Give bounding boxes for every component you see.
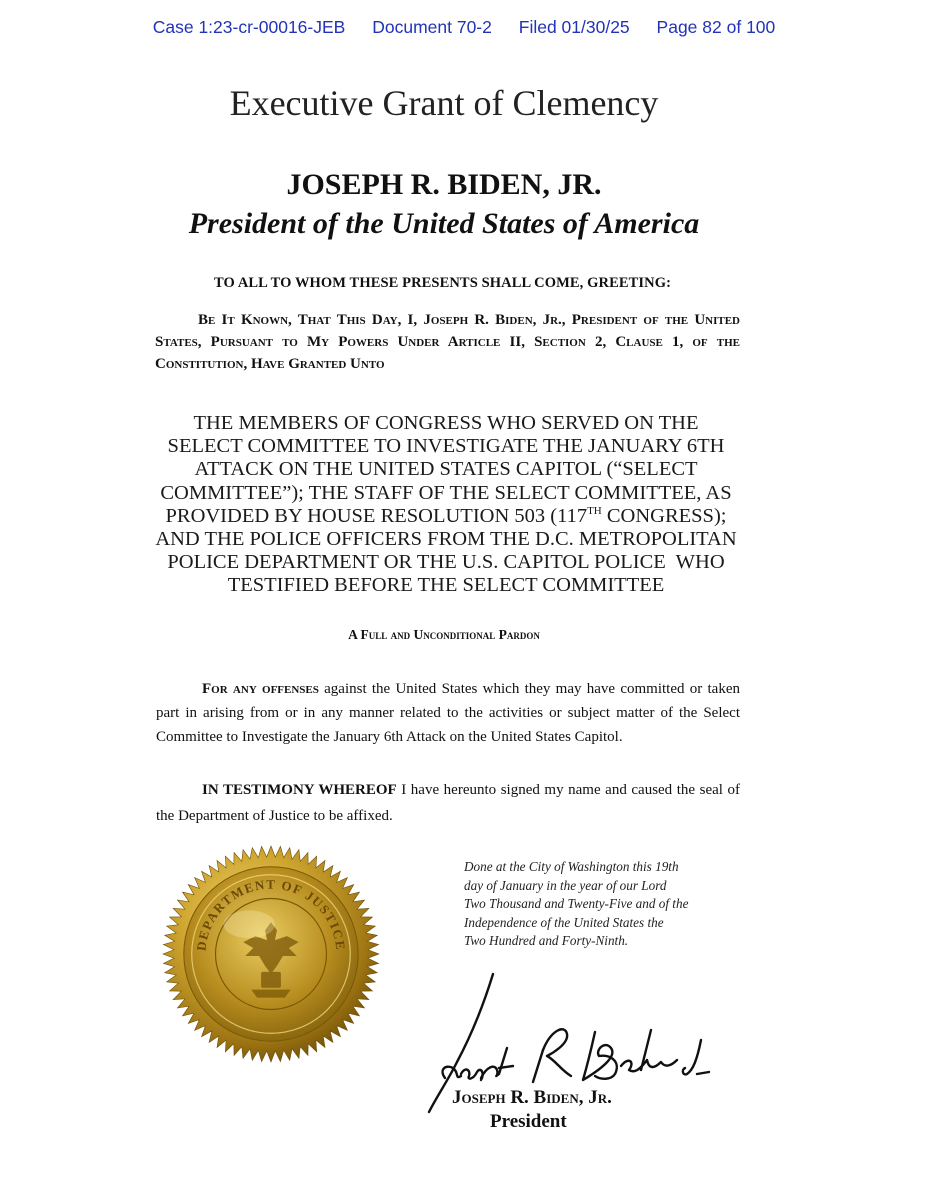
grantees-line: ATTACK ON THE UNITED STATES CAPITOL (“SELECT (194, 458, 698, 481)
case-number: Case 1:23-cr-00016-JEB (152, 17, 346, 37)
offenses-paragraph (156, 677, 740, 749)
done-line: Independence of the United States the (464, 914, 664, 930)
filing-header (0, 17, 928, 38)
grantees-line (150, 505, 742, 528)
testimony-paragraph (156, 777, 740, 829)
done-at-block (464, 858, 744, 951)
grantees-line: AND THE POLICE OFFICERS FROM THE D.C. METROPOLITAN (155, 528, 737, 551)
grantees-line: SELECT COMMITTEE TO INVESTIGATE THE JANUARY 6TH (167, 435, 725, 458)
done-line: Done at the City of Washington this 19th (464, 859, 679, 874)
done-line: Two Thousand and Twenty-Five and of the (464, 896, 689, 912)
greeting: TO ALL TO WHOM THESE PRESENTS SHALL COME, GREETING: (214, 275, 672, 291)
seal-text: DEPARTMENT OF JUSTICE (194, 877, 348, 952)
grantees-line-part: CONGRESS); (601, 504, 727, 527)
offenses-text: against the United States which they may have committed or taken part in arising from or in any manner related to the activities or subject matter of the Select Committee to Investigate the January 6th Attack on the United States Capitol. (156, 681, 740, 745)
be-it-known-text: Be It Known, That This Day, I, Joseph R. Biden, Jr., President of the United States, Pursuant to My Powers Under Article II, Section 2, Clause 1, of the Constitution, Have Granted Unto (155, 312, 740, 372)
grantees-block (150, 412, 742, 598)
testimony-text: I have hereunto signed my name and caused the seal of the Department of Justice to be affixed. (156, 782, 740, 824)
grantor-office: President of the United States of America (188, 207, 700, 240)
grantees-line: COMMITTEE”); THE STAFF OF THE SELECT COMMITTEE, AS (160, 481, 732, 504)
ordinal-superscript: TH (587, 504, 602, 517)
grantees-line: TESTIFIED BEFORE THE SELECT COMMITTEE (227, 574, 665, 597)
be-it-known-paragraph (155, 309, 740, 375)
grantees-line-part: PROVIDED BY HOUSE RESOLUTION 503 (117 (165, 504, 588, 527)
grantees-line: THE MEMBERS OF CONGRESS WHO SERVED ON THE (193, 412, 699, 434)
signatory-title: President (490, 1111, 567, 1132)
grantees-line: POLICE DEPARTMENT OR THE U.S. CAPITOL POLICE WHO (167, 551, 725, 574)
pardon-heading: A Full and Unconditional Pardon (348, 627, 540, 642)
offenses-lead: For any offenses (202, 681, 319, 697)
doj-seal-icon (162, 845, 380, 1063)
page-number: Page 82 of 100 (656, 17, 776, 37)
done-line: Two Hundred and Forty-Ninth. (464, 933, 629, 949)
done-line: day of January in the year of our Lord (464, 877, 667, 893)
signatory-name: Joseph R. Biden, Jr. (452, 1087, 612, 1108)
filed-date: Filed 01/30/25 (518, 17, 630, 37)
testimony-lead: IN TESTIMONY WHEREOF (202, 782, 397, 798)
document-title: Executive Grant of Clemency (229, 83, 659, 123)
document-number: Document 70-2 (372, 17, 492, 37)
grantor-name: JOSEPH R. BIDEN, JR. (286, 168, 602, 201)
